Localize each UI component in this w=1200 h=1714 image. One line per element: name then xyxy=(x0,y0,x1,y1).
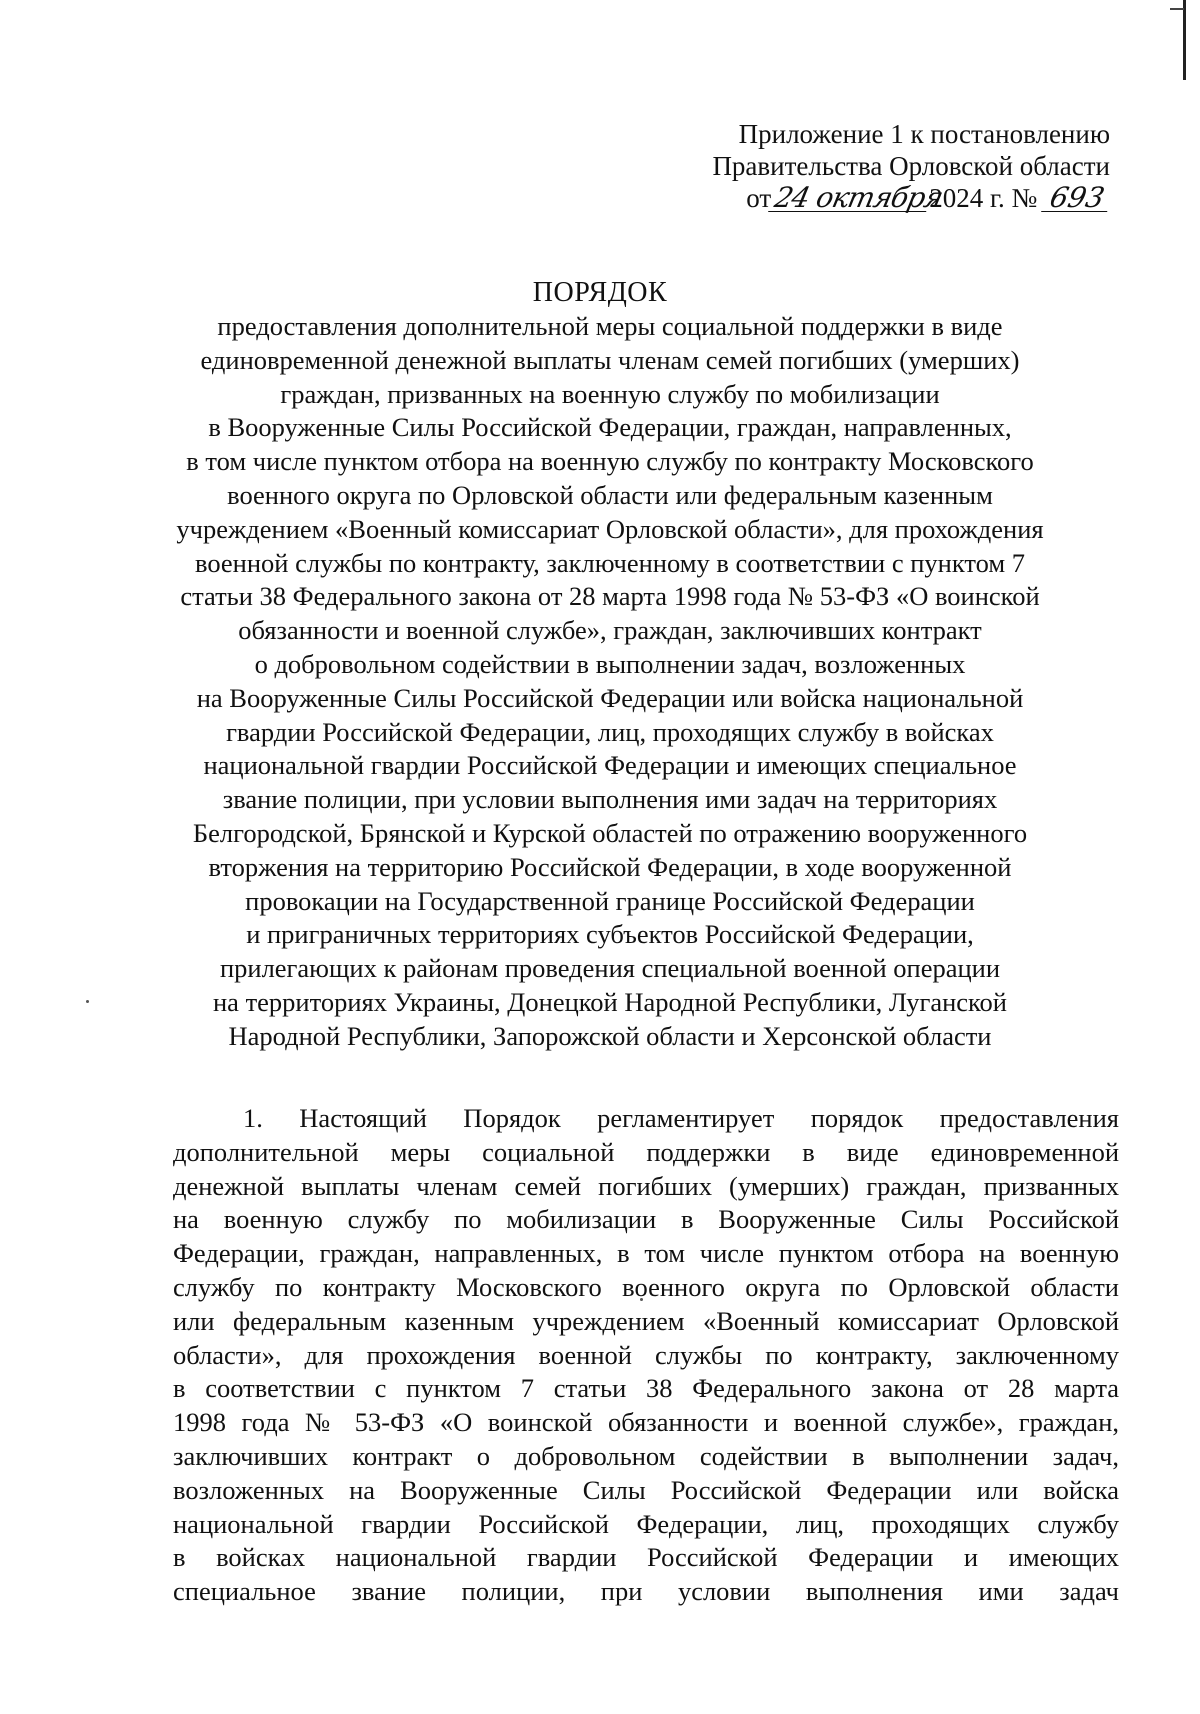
body-paragraph-1 xyxy=(173,1102,1119,1609)
body-line: службу по контракту Московского военного округа по Орловской области xyxy=(173,1271,1119,1302)
subtitle-line: Народной Республики, Запорожской области и Херсонской области xyxy=(228,1020,992,1051)
date-prefix: от xyxy=(746,183,772,213)
document-subtitle xyxy=(150,310,1070,1054)
subtitle-line: вторжения на территорию Российской Федерации, в ходе вооруженной xyxy=(208,851,1012,882)
subtitle-line: о добровольном содействии в выполнении задач, возложенных xyxy=(254,648,966,679)
subtitle-line: предоставления дополнительной меры социальной поддержки в виде xyxy=(217,311,1003,341)
appendix-date-line xyxy=(650,182,1110,214)
subtitle-line: граждан, призванных на военную службу по мобилизации xyxy=(280,378,940,409)
body-line: 1. Настоящий Порядок регламентирует порядок предоставления xyxy=(243,1103,1119,1133)
body-line: возложенных на Вооруженные Силы Российской Федерации или войска xyxy=(173,1474,1119,1505)
subtitle-line: в том числе пунктом отбора на военную службу по контракту Московского xyxy=(186,446,1034,477)
subtitle-line: в Вооруженные Силы Российской Федерации, граждан, направленных, xyxy=(208,412,1012,443)
subtitle-line: и приграничных территориях субъектов Российской Федерации, xyxy=(246,919,974,950)
body-line: в соответствии с пунктом 7 статьи 38 Федерального закона от 28 марта xyxy=(173,1373,1119,1404)
subtitle-line: единовременной денежной выплаты членам семей погибших (умерших) xyxy=(200,344,1020,375)
body-line: в войсках национальной гвардии Российской Федерации и имеющих xyxy=(173,1542,1119,1573)
subtitle-line: национальной гвардии Российской Федерации и имеющих специальное xyxy=(203,750,1017,781)
subtitle-line: учреждением «Военный комиссариат Орловской области», для прохождения xyxy=(176,513,1044,544)
body-line: национальной гвардии Российской Федерации, лиц, проходящих службу xyxy=(173,1508,1119,1539)
subtitle-line: военного округа по Орловской области или федеральным казенным xyxy=(227,479,993,510)
appendix-line-2: Правительства Орловской области xyxy=(712,151,1110,181)
body-line: денежной выплаты членам семей погибших (умерших) граждан, призванных xyxy=(173,1170,1119,1201)
subtitle-line: на территориях Украины, Донецкой Народной Республики, Луганской xyxy=(213,986,1007,1017)
body-line: специальное звание полиции, при условии выполнения ими задач xyxy=(173,1576,1119,1607)
subtitle-line: прилегающих к районам проведения специальной военной операции xyxy=(219,953,1001,984)
scan-edge-mark xyxy=(1183,0,1186,80)
body-line: дополнительной меры социальной поддержки в виде единовременной xyxy=(173,1136,1119,1167)
body-line: или федеральным казенным учреждением «Военный комиссариат Орловской xyxy=(173,1305,1119,1336)
body-line: области», для прохождения военной службы по контракту, заключенному xyxy=(173,1339,1119,1370)
date-suffix: 2024 г. № xyxy=(929,183,1038,213)
scan-edge-mark-top xyxy=(1170,8,1184,10)
appendix-line-1: Приложение 1 к постановлению xyxy=(738,119,1110,149)
body-line: 1998 года № 53-ФЗ «О воинской обязанности и военной службе», граждан, xyxy=(173,1407,1119,1438)
handwritten-number: 693 xyxy=(1041,185,1113,212)
document-title: ПОРЯДОК xyxy=(532,277,668,308)
scan-dust-dot xyxy=(86,1000,89,1003)
subtitle-line: звание полиции, при условии выполнения ими задач на территориях xyxy=(222,784,998,815)
subtitle-line: военной службы по контракту, заключенному в соответствии с пунктом 7 xyxy=(195,547,1025,578)
body-line: Федерации, граждан, направленных, в том числе пунктом отбора на военную xyxy=(173,1238,1119,1269)
subtitle-line: провокации на Государственной границе Российской Федерации xyxy=(245,885,975,916)
appendix-header xyxy=(650,118,1110,214)
subtitle-line: на Вооруженные Силы Российской Федерации или войска национальной xyxy=(196,682,1024,713)
subtitle-line: Белгородской, Брянской и Курской областей по отражению вооруженного xyxy=(192,817,1028,848)
body-line: заключивших контракт о добровольном содействии в выполнении задач, xyxy=(173,1440,1119,1471)
subtitle-line: гвардии Российской Федерации, лиц, проходящих службу в войсках xyxy=(226,716,994,747)
subtitle-line: статьи 38 Федерального закона от 28 марта 1998 года № 53-ФЗ «О воинской xyxy=(180,581,1040,612)
subtitle-line: обязанности и военной службе», граждан, заключивших контракт xyxy=(238,615,982,646)
handwritten-date: 24 октября xyxy=(768,185,932,212)
body-line: на военную службу по мобилизации в Вооруженные Силы Российской xyxy=(173,1204,1119,1235)
